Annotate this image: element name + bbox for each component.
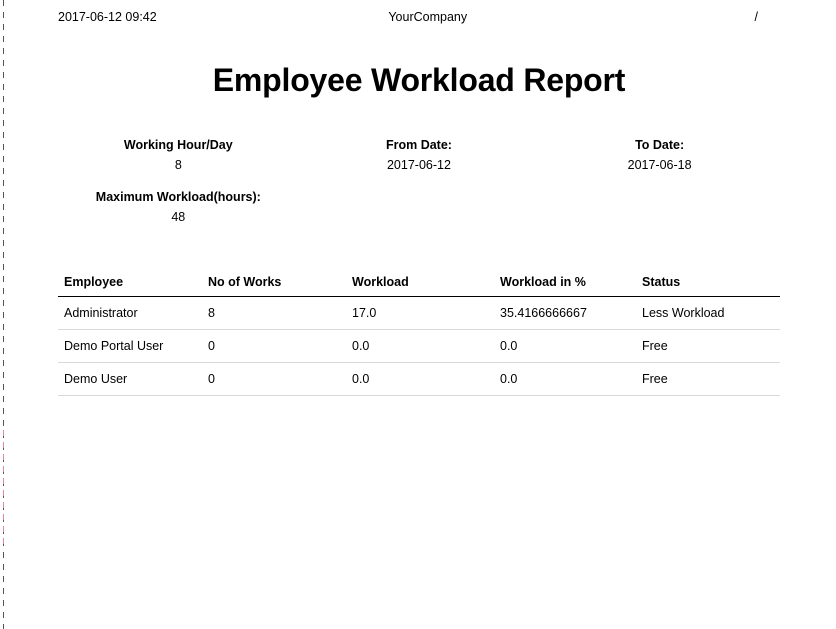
meta-to-date-value: 2017-06-18 [627, 158, 692, 172]
meta-row-primary [58, 135, 780, 175]
meta-working-hour-label: Working Hour/Day [123, 138, 233, 152]
column-header-employee: Employee [58, 271, 202, 297]
report-content [58, 0, 780, 396]
table-header-row [58, 271, 780, 297]
column-header-no-of-works: No of Works [202, 271, 346, 297]
page-header [58, 0, 780, 24]
meta-from-date [299, 135, 540, 175]
meta-max-workload-label: Maximum Workload(hours): [95, 190, 261, 204]
cell-workload-percent: 0.0 [494, 330, 636, 363]
meta-row-secondary [58, 187, 780, 227]
table-row [58, 297, 780, 330]
cell-employee: Administrator [58, 297, 202, 330]
table-row [58, 363, 780, 396]
cell-employee: Demo Portal User [58, 330, 202, 363]
column-header-workload-percent: Workload in % [494, 271, 636, 297]
header-company-name: YourCompany [388, 10, 468, 24]
header-datetime: 2017-06-12 09:42 [58, 10, 157, 24]
cell-workload: 0.0 [346, 363, 494, 396]
cell-workload: 17.0 [346, 297, 494, 330]
meta-max-workload [58, 187, 299, 227]
cell-no-of-works: 0 [202, 363, 346, 396]
cell-status: Free [636, 363, 780, 396]
cell-workload-percent: 35.4166666667 [494, 297, 636, 330]
meta-working-hour [58, 135, 299, 175]
meta-max-workload-value: 48 [171, 210, 186, 224]
cell-status: Less Workload [636, 297, 780, 330]
meta-from-date-value: 2017-06-12 [386, 158, 451, 172]
meta-working-hour-value: 8 [174, 158, 182, 172]
cell-no-of-works: 8 [202, 297, 346, 330]
meta-to-date-label: To Date: [635, 138, 685, 152]
cell-employee: Demo User [58, 363, 202, 396]
column-header-status: Status [636, 271, 780, 297]
cell-no-of-works: 0 [202, 330, 346, 363]
table-row [58, 330, 780, 363]
page-title: Employee Workload Report [212, 62, 626, 98]
page-edge-marker-highlight [3, 430, 4, 550]
meta-to-date [539, 135, 780, 175]
cell-workload: 0.0 [346, 330, 494, 363]
workload-table [58, 271, 780, 396]
cell-workload-percent: 0.0 [494, 363, 636, 396]
cell-status: Free [636, 330, 780, 363]
meta-from-date-label: From Date: [385, 138, 452, 152]
header-page-marker: / [754, 10, 758, 24]
report-meta [58, 135, 780, 227]
column-header-workload: Workload [346, 271, 494, 297]
